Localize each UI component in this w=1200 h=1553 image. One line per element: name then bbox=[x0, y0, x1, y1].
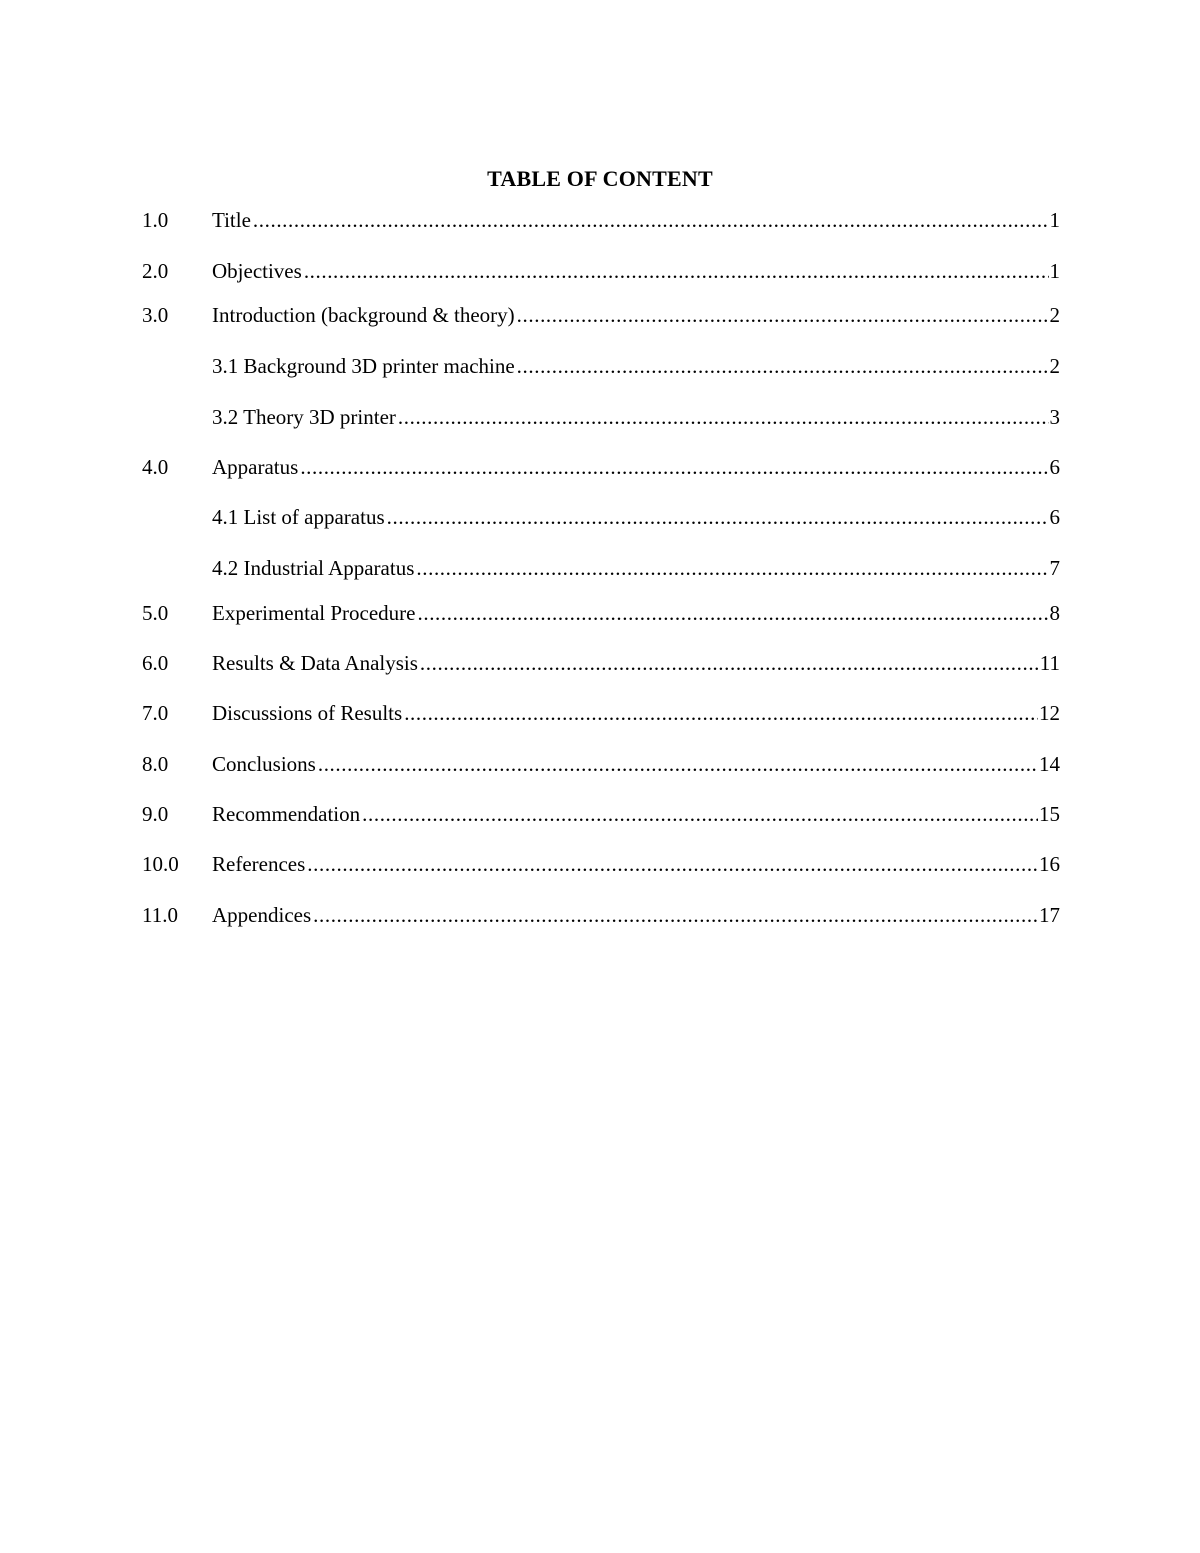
toc-dot-leader bbox=[313, 901, 1038, 929]
toc-entry-label: References bbox=[212, 852, 306, 876]
toc-dot-leader bbox=[304, 257, 1049, 285]
toc-entry-number: 7.0 bbox=[142, 701, 169, 725]
toc-dot-leader bbox=[418, 599, 1049, 627]
toc-entry-label: Introduction (background & theory) bbox=[212, 303, 515, 327]
toc-entry-page: 11 bbox=[1039, 651, 1060, 675]
toc-entry-number: 5.0 bbox=[142, 601, 169, 625]
toc-entry-page: 2 bbox=[1049, 354, 1060, 378]
toc-entry-number: 9.0 bbox=[142, 802, 169, 826]
toc-dot-leader bbox=[517, 301, 1049, 329]
toc-entry-page: 12 bbox=[1039, 701, 1060, 725]
toc-entry-page: 6 bbox=[1049, 505, 1060, 529]
toc-dot-leader bbox=[318, 750, 1038, 778]
toc-entry-experimental-procedure[interactable] bbox=[142, 599, 1060, 627]
toc-entry-number: 6.0 bbox=[142, 651, 169, 675]
toc-entry-label: Appendices bbox=[212, 903, 312, 927]
toc-dot-leader bbox=[398, 403, 1049, 431]
toc-entry-label: 4.1 List of apparatus bbox=[212, 505, 385, 529]
toc-dot-leader bbox=[404, 699, 1038, 727]
toc-entry-number: 1.0 bbox=[142, 208, 169, 232]
toc-entry-number: 10.0 bbox=[142, 852, 179, 876]
toc-dot-leader bbox=[307, 850, 1038, 878]
toc-entry-results[interactable] bbox=[142, 649, 1060, 677]
toc-entry-page: 1 bbox=[1049, 259, 1060, 283]
toc-entry-title[interactable] bbox=[142, 206, 1060, 234]
page-title: TABLE OF CONTENT bbox=[487, 166, 713, 191]
toc-entry-page: 17 bbox=[1039, 903, 1060, 927]
toc-entry-number: 2.0 bbox=[142, 259, 169, 283]
toc-entry-label: Discussions of Results bbox=[212, 701, 403, 725]
toc-entry-page: 2 bbox=[1049, 303, 1060, 327]
toc-entry-page: 3 bbox=[1049, 405, 1060, 429]
toc-entry-appendices[interactable] bbox=[142, 901, 1060, 929]
toc-entry-number: 4.0 bbox=[142, 455, 169, 479]
toc-entry-label: Objectives bbox=[212, 259, 302, 283]
toc-dot-leader bbox=[517, 352, 1049, 380]
toc-dot-leader bbox=[416, 554, 1048, 582]
toc-entry-discussions[interactable] bbox=[142, 699, 1060, 727]
toc-entry-label: 3.2 Theory 3D printer bbox=[212, 405, 396, 429]
toc-entry-label: Experimental Procedure bbox=[212, 601, 416, 625]
toc-entry-page: 6 bbox=[1049, 455, 1060, 479]
toc-entry-recommendation[interactable] bbox=[142, 800, 1060, 828]
toc-dot-leader bbox=[362, 800, 1038, 828]
toc-dot-leader bbox=[387, 503, 1049, 531]
toc-entry-number: 11.0 bbox=[142, 903, 178, 927]
toc-entry-label: 4.2 Industrial Apparatus bbox=[212, 556, 415, 580]
toc-entry-page: 1 bbox=[1049, 208, 1060, 232]
toc-entry-page: 7 bbox=[1049, 556, 1060, 580]
toc-dot-leader bbox=[300, 453, 1048, 481]
toc-entry-conclusions[interactable] bbox=[142, 750, 1060, 778]
toc-entry-page: 14 bbox=[1039, 752, 1060, 776]
toc-entry-number: 3.0 bbox=[142, 303, 169, 327]
toc-entry-page: 8 bbox=[1049, 601, 1060, 625]
toc-entry-page: 15 bbox=[1039, 802, 1060, 826]
toc-entry-label: Title bbox=[212, 208, 251, 232]
toc-entry-objectives[interactable] bbox=[142, 257, 1060, 285]
toc-entry-page: 16 bbox=[1039, 852, 1060, 876]
toc-entry-background[interactable] bbox=[142, 352, 1060, 380]
toc-entry-number: 8.0 bbox=[142, 752, 169, 776]
toc-entry-apparatus[interactable] bbox=[142, 453, 1060, 481]
toc-entry-label: Apparatus bbox=[212, 455, 299, 479]
toc-entry-label: Recommendation bbox=[212, 802, 361, 826]
toc-entry-theory[interactable] bbox=[142, 403, 1060, 431]
toc-entry-industrial-apparatus[interactable] bbox=[142, 554, 1060, 582]
toc-entry-introduction[interactable] bbox=[142, 301, 1060, 329]
toc-dot-leader bbox=[420, 649, 1039, 677]
toc-entry-label: Conclusions bbox=[212, 752, 316, 776]
toc-dot-leader bbox=[253, 206, 1049, 234]
toc-entry-label: Results & Data Analysis bbox=[212, 651, 418, 675]
toc-entry-references[interactable] bbox=[142, 850, 1060, 878]
toc-entry-label: 3.1 Background 3D printer machine bbox=[212, 354, 515, 378]
toc-entry-list-of-apparatus[interactable] bbox=[142, 503, 1060, 531]
